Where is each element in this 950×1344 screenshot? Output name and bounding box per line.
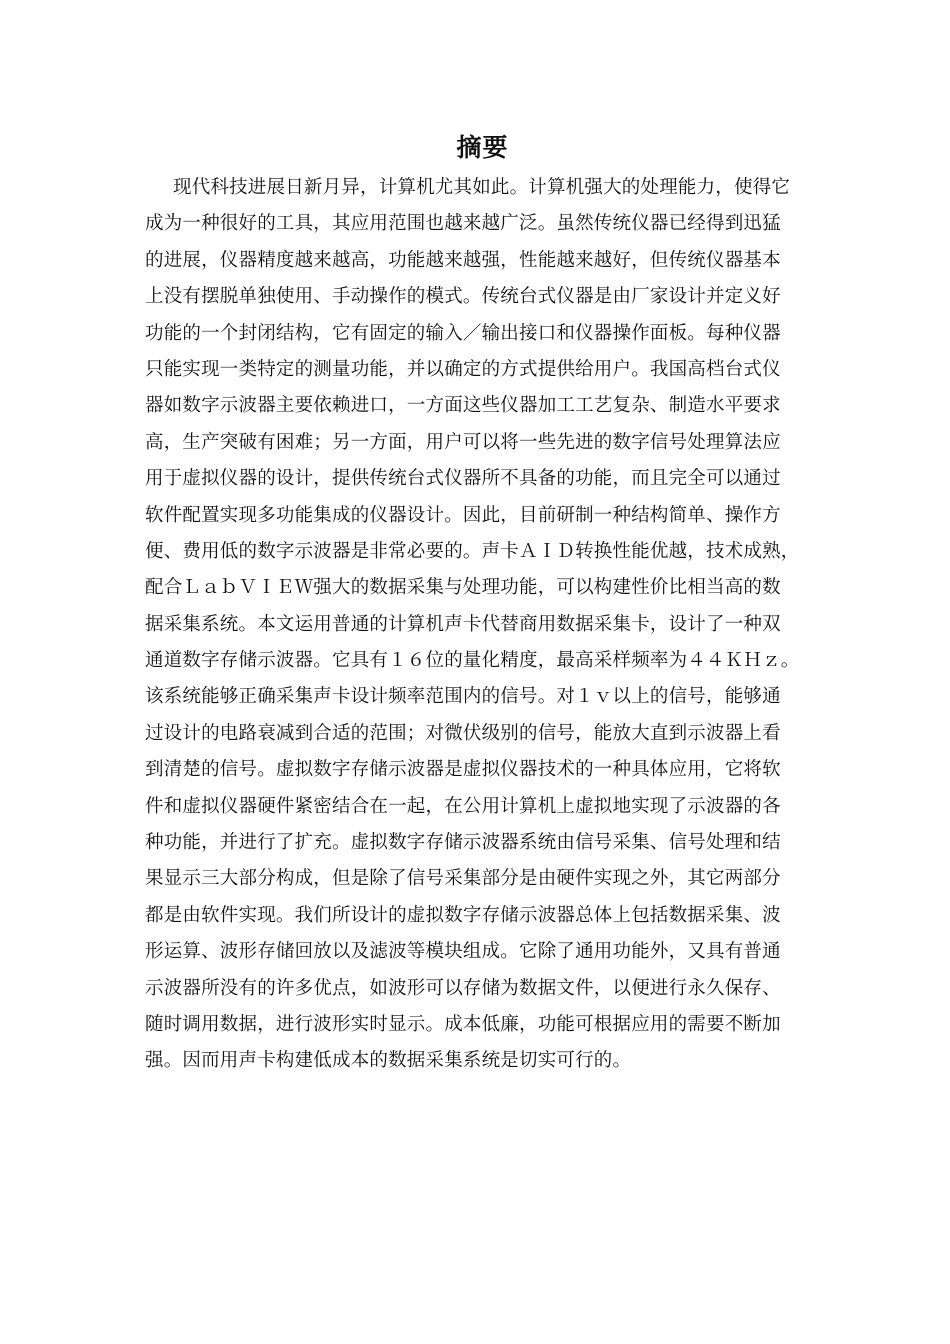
abstract-line: 成为一种很好的工具，其应用范围也越来越广泛。虽然传统仪器已经得到迅猛: [145, 213, 781, 235]
abstract-title: 摘要: [456, 133, 509, 162]
abstract-line: 件和虚拟仪器硬件紧密结合在一起，在公用计算机上虚拟地实现了示波器的各: [145, 795, 781, 817]
abstract-line: 通道数字存储示波器。它具有１６位的量化精度，最高采样频率为４４ＫＨｚ。: [145, 650, 800, 672]
abstract-line: 随时调用数据，进行波形实时显示。成本低廉，功能可根据应用的需要不断加: [145, 1013, 781, 1035]
abstract-line: 过设计的电路衰减到合适的范围；对微伏级别的信号，能放大直到示波器上看: [145, 722, 781, 744]
abstract-line: 便、费用低的数字示波器是非常必要的。声卡ＡＩＤ转换性能优越，技术成熟，: [145, 540, 800, 562]
abstract-line: 软件配置实现多功能集成的仪器设计。因此，目前研制一种结构简单、操作方: [145, 504, 781, 526]
abstract-body: [145, 170, 825, 1080]
abstract-line: 器如数字示波器主要依赖进口，一方面这些仪器加工工艺复杂、制造水平要求: [145, 395, 781, 417]
abstract-line: 形运算、波形存储回放以及滤波等模块组成。它除了通用功能外，又具有普通: [145, 941, 781, 963]
abstract-line: 只能实现一类特定的测量功能，并以确定的方式提供给用户。我国高档台式仪: [145, 358, 781, 380]
abstract-line: 据采集系统。本文运用普通的计算机声卡代替商用数据采集卡，设计了一种双: [145, 613, 781, 635]
abstract-line: 功能的一个封闭结构，它有固定的输入／输出接口和仪器操作面板。每种仪器: [145, 322, 781, 344]
abstract-line: 都是由软件实现。我们所设计的虚拟数字存储示波器总体上包括数据采集、波: [145, 904, 781, 926]
abstract-line: 该系统能够正确采集声卡设计频率范围内的信号。对１ｖ以上的信号，能够通: [145, 686, 781, 708]
abstract-line: 用于虚拟仪器的设计，提供传统台式仪器所不具备的功能，而且完全可以通过: [145, 468, 781, 490]
abstract-line: 配合ＬａｂＶＩＥＷ强大的数据采集与处理功能，可以构建性价比相当高的数: [145, 577, 781, 599]
abstract-line: 示波器所没有的许多优点，如波形可以存储为数据文件，以便进行永久保存、: [145, 977, 781, 999]
abstract-line: 种功能，并进行了扩充。虚拟数字存储示波器系统由信号采集、信号处理和结: [145, 832, 781, 854]
abstract-line: 到清楚的信号。虚拟数字存储示波器是虚拟仪器技术的一种具体应用，它将软: [145, 759, 781, 781]
abstract-line: 上没有摆脱单独使用、手动操作的模式。传统台式仪器是由厂家设计并定义好: [145, 286, 781, 308]
abstract-line: 现代科技进展日新月异，计算机尤其如此。计算机强大的处理能力，使得它: [173, 177, 791, 198]
abstract-line: 高，生产突破有困难；另一方面，用户可以将一些先进的数字信号处理算法应: [145, 431, 781, 453]
abstract-line: 果显示三大部分构成，但是除了信号采集部分是由硬件实现之外，其它两部分: [145, 868, 781, 890]
abstract-line: 的进展，仪器精度越来越高，功能越来越强，性能越来越好，但传统仪器基本: [145, 249, 781, 271]
abstract-line: 强。因而用声卡构建低成本的数据采集系统是切实可行的。: [145, 1050, 632, 1072]
